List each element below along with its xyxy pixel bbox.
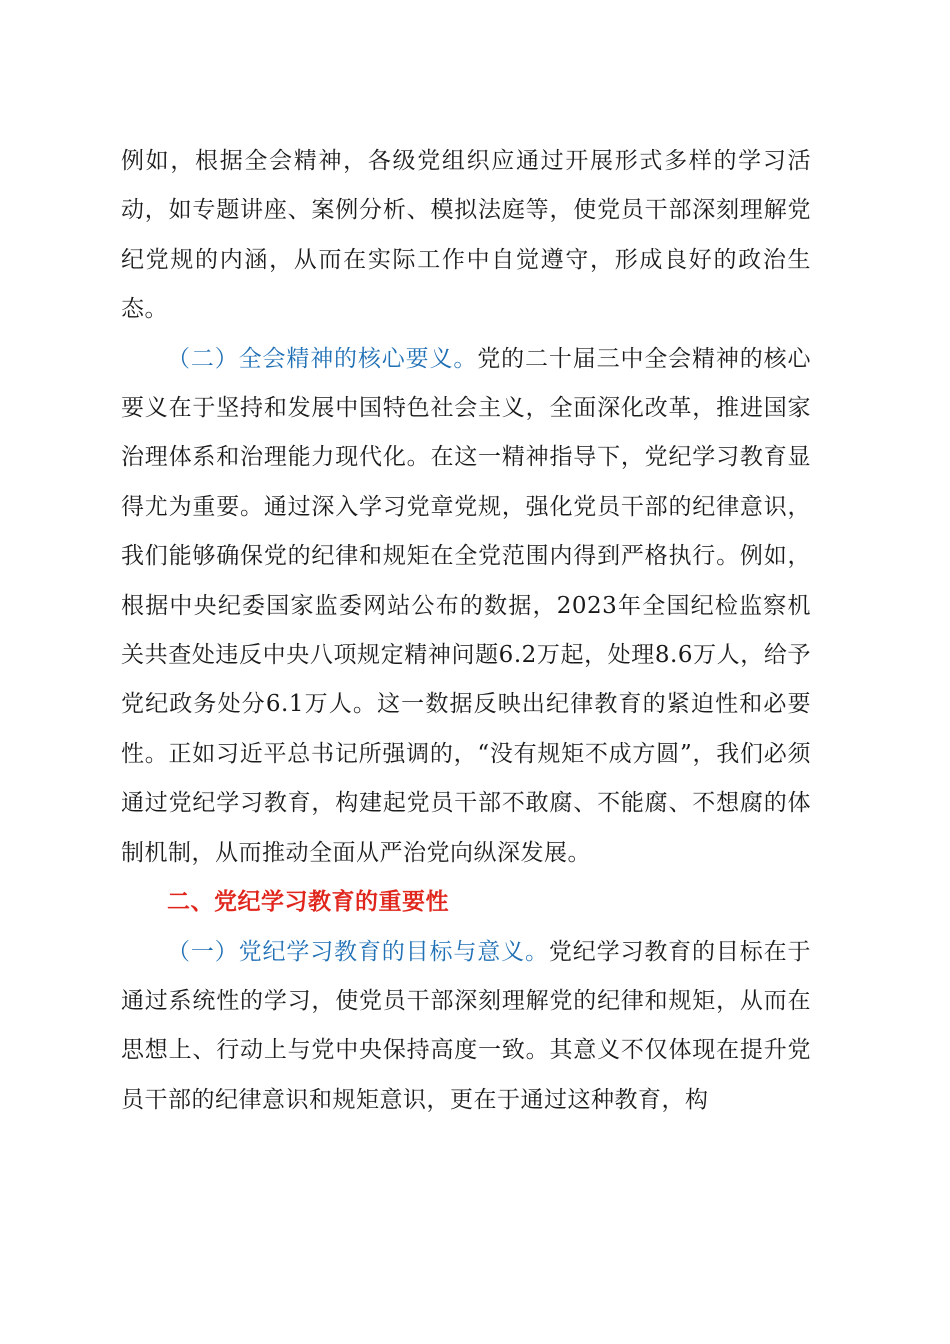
- paragraph-goals-meaning: [121, 928, 811, 1126]
- paragraph-text: 例如，根据全会精神，各级党组织应通过开展形式多样的学习活动，如专题讲座、案例分析、模拟法庭等，使党员干部深刻理解党纪党规的内涵，从而在实际工作中自觉遵守，形成良好的政治生态。: [121, 148, 811, 323]
- paragraph-core-meaning: [121, 335, 811, 878]
- subheading-core-meaning: （二）全会精神的核心要义。: [167, 345, 478, 372]
- subheading-goals-meaning: （一）党纪学习教育的目标与意义。: [167, 938, 549, 965]
- paragraph-continuation: [121, 137, 811, 335]
- document-page: [121, 137, 811, 1125]
- paragraph-text: 党的二十届三中全会精神的核心要义在于坚持和发展中国特色社会主义，全面深化改革，推进国家治理体系和治理能力现代化。在这一精神指导下，党纪学习教育显得尤为重要。通过深入学习党章党规，强化党员干部的纪律意识，我们能够确保党的纪律和规矩在全党范围内得到严格执行。例如，根据中央纪委国家监委网站公布的数据，2023年全国纪检监察机关共查处违反中央八项规定精神问题6.2万起，处理8.6万人，给予党纪政务处分6.1万人。这一数据反映出纪律教育的紧迫性和必要性。正如习近平总书记所强调的，“没有规矩不成方圆”，我们必须通过党纪学习教育，构建起党员干部不敢腐、不能腐、不想腐的体制机制，从而推动全面从严治党向纵深发展。: [121, 345, 812, 866]
- paragraph-text: 党纪学习教育的目标在于通过系统性的学习，使党员干部深刻理解党的纪律和规矩，从而在思想上、行动上与党中央保持高度一致。其意义不仅体现在提升党员干部的纪律意识和规矩意识，更在于通过这种教育，构: [121, 938, 812, 1113]
- section-heading-importance: 二、党纪学习教育的重要性: [167, 889, 449, 916]
